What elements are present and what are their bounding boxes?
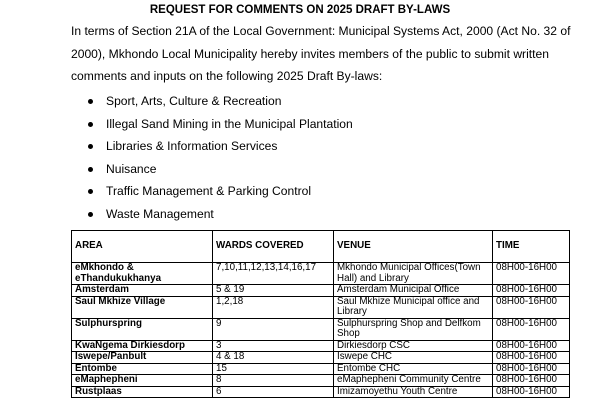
area-cell: Rustplaas [72, 386, 213, 398]
wards-cell: 9 [213, 318, 334, 340]
bylaw-item: Illegal Sand Mining in the Municipal Plantation [88, 113, 353, 136]
bylaws-list [88, 90, 353, 226]
wards-cell: 1,2,18 [213, 296, 334, 318]
venue-cell: Sulphurspring Shop and Delfkom Shop [334, 318, 493, 340]
table-row [72, 263, 570, 285]
column-header-time: TIME [493, 231, 570, 263]
intro-paragraph: In terms of Section 21A of the Local Government: Municipal Systems Act, 2000 (Act No. 32 of 2000), Mkhondo Local Municipality hereby invites members of the public to submit written comments and inputs on the following 2025 Draft By-laws: [71, 24, 571, 83]
table-row [72, 318, 570, 340]
area-cell: Entombe [72, 363, 213, 375]
time-cell: 08H00-16H00 [493, 340, 570, 352]
table-header-row [72, 231, 570, 263]
area-cell: Saul Mkhize Village [72, 296, 213, 318]
bylaw-item: Traffic Management & Parking Control [88, 180, 353, 203]
area-cell: KwaNgema Dirkiesdorp [72, 340, 213, 352]
venue-cell: Iswepe CHC [334, 352, 493, 364]
bylaw-item: Waste Management [88, 203, 353, 226]
table-row [72, 340, 570, 352]
time-cell: 08H00-16H00 [493, 296, 570, 318]
time-cell: 08H00-16H00 [493, 318, 570, 340]
time-cell: 08H00-16H00 [493, 263, 570, 285]
column-header-wards: WARDS COVERED [213, 231, 334, 263]
venue-cell: Dirkiesdorp CSC [334, 340, 493, 352]
time-cell: 08H00-16H00 [493, 375, 570, 387]
wards-cell: 3 [213, 340, 334, 352]
area-cell: Sulphurspring [72, 318, 213, 340]
bylaw-item: Nuisance [88, 158, 353, 181]
time-cell: 08H00-16H00 [493, 386, 570, 398]
table-row [72, 386, 570, 398]
wards-cell: 15 [213, 363, 334, 375]
venue-cell: Mkhondo Municipal Offices(Town Hall) and Library [334, 263, 493, 285]
time-cell: 08H00-16H00 [493, 352, 570, 364]
column-header-area: AREA [72, 231, 213, 263]
venue-table [71, 230, 570, 398]
table-row [72, 285, 570, 297]
venue-cell: Amsterdam Municipal Office [334, 285, 493, 297]
venue-cell: eMaphepheni Community Centre [334, 375, 493, 387]
venue-cell: Imizamoyethu Youth Centre [334, 386, 493, 398]
wards-cell: 5 & 19 [213, 285, 334, 297]
bylaw-item: Sport, Arts, Culture & Recreation [88, 90, 353, 113]
area-cell: eMkhondo & eThandukukhanya [72, 263, 213, 285]
wards-cell: 4 & 18 [213, 352, 334, 364]
table-row [72, 352, 570, 364]
wards-cell: 6 [213, 386, 334, 398]
area-cell: Amsterdam [72, 285, 213, 297]
wards-cell: 8 [213, 375, 334, 387]
table-row [72, 363, 570, 375]
wards-cell: 7,10,11,12,13,14,16,17 [213, 263, 334, 285]
column-header-venue: VENUE [334, 231, 493, 263]
venue-cell: Saul Mkhize Municipal office and Library [334, 296, 493, 318]
time-cell: 08H00-16H00 [493, 363, 570, 375]
venue-cell: Entombe CHC [334, 363, 493, 375]
time-cell: 08H00-16H00 [493, 285, 570, 297]
table-row [72, 375, 570, 387]
bylaw-item: Libraries & Information Services [88, 135, 353, 158]
document-title: REQUEST FOR COMMENTS ON 2025 DRAFT BY-LAWS [149, 4, 451, 16]
area-cell: eMaphepheni [72, 375, 213, 387]
area-cell: Iswepe/Panbult [72, 352, 213, 364]
table-row [72, 296, 570, 318]
